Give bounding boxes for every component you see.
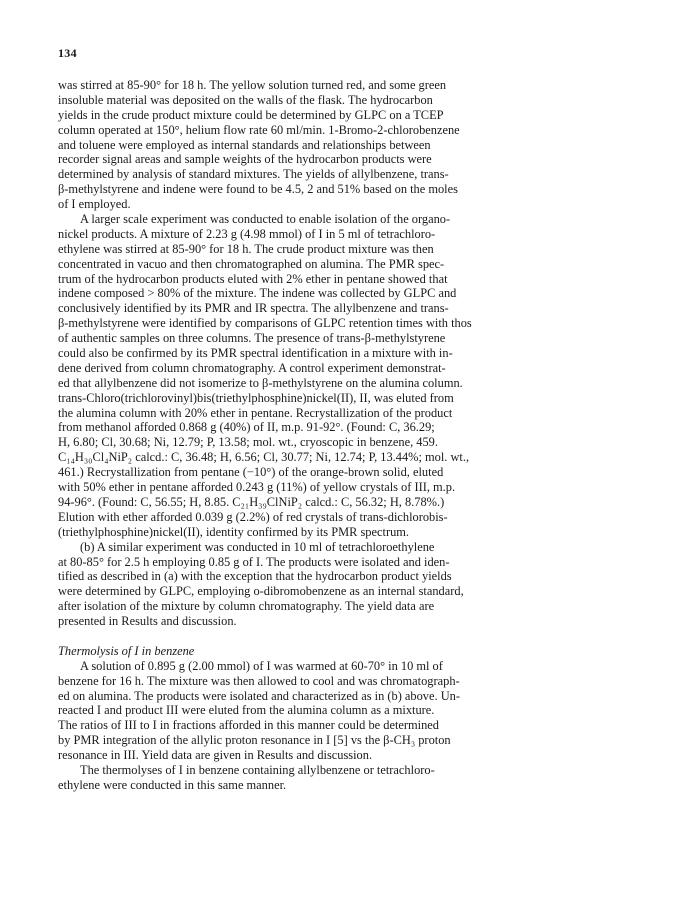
text-line: insoluble material was deposited on the walls of the flask. The hydrocarbon (58, 92, 433, 107)
text-line: and toluene were employed as internal standards and relationships between (58, 137, 431, 152)
text-line: ed on alumina. The products were isolated and characterized as in (b) above. Un- (58, 688, 460, 703)
text-line: The thermolyses of I in benzene containing allylbenzene or tetrachloro- (80, 762, 435, 777)
text-line: of I employed. (58, 197, 131, 212)
text-line: A solution of 0.895 g (2.00 mmol) of I was warmed at 60-70° in 10 ml of (80, 658, 443, 673)
text-line: nickel products. A mixture of 2.23 g (4.98 mmol) of I in 5 ml of tetrachloro- (58, 226, 436, 241)
text-line: H, 6.80; Cl, 30.68; Ni, 12.79; P, 13.58; mol. wt., cryoscopic in benzene, 459. (58, 435, 438, 450)
text-line: indene composed > 80% of the mixture. The indene was collected by GLPC and (58, 286, 457, 301)
text-line: of authentic samples on three columns. The presence of trans-β-methylstyrene (58, 331, 446, 346)
section-heading: Thermolysis of I in benzene (58, 643, 195, 658)
text-line: ed that allylbenzene did not isomerize to β-methylstyrene on the alumina column. (58, 375, 463, 390)
text-line: were determined by GLPC, employing o-dibromobenzene as an internal standard, (58, 584, 464, 599)
paragraph-gap (58, 629, 644, 644)
text-line: by PMR integration of the allylic proton resonance in I [5] vs the β-CH₃ proton (58, 733, 451, 748)
text-line: β-methylstyrene were identified by comparisons of GLPC retention times with thos (58, 316, 472, 331)
text-line: 94-96°. (Found: C, 56.55; H, 8.85. C₂₁H₃₉ClNiP₂ calcd.: C, 56.32; H, 8.78%.) (58, 494, 445, 509)
text-line: column operated at 150°, helium flow rate 60 ml/min. 1-Bromo-2-chlorobenzene (58, 122, 460, 137)
text-line: from methanol afforded 0.868 g (40%) of II, m.p. 91-92°. (Found: C, 36.29; (58, 420, 435, 435)
text-line: Elution with ether afforded 0.039 g (2.2%) of red crystals of trans-dichlorobis- (58, 509, 448, 524)
page-number: 134 (58, 46, 77, 60)
text-line: after isolation of the mixture by column chromatography. The yield data are (58, 599, 435, 614)
text-line: C₁₄H₃₀Cl₄NiP₂ calcd.: C, 36.48; H, 6.56; Cl, 30.77; Ni, 12.74; P, 13.44%; mol. wt., (58, 450, 470, 465)
text-line: could also be confirmed by its PMR spectral identification in a mixture with in- (58, 346, 453, 361)
text-line: at 80-85° for 2.5 h employing 0.85 g of I. The products were isolated and iden- (58, 554, 450, 569)
text-line: reacted I and product III were eluted from the alumina column as a mixture. (58, 703, 435, 718)
text-line: dene derived from column chromatography. A control experiment demonstrat- (58, 360, 446, 375)
text-line: yields in the crude product mixture could be determined by GLPC on a TCEP (58, 107, 444, 122)
text-line: trum of the hydrocarbon products eluted with 2% ether in pentane showed that (58, 271, 448, 286)
text-line: (triethylphosphine)nickel(II), identity confirmed by its PMR spectrum. (58, 524, 409, 539)
text-line: concentrated in vacuo and then chromatographed on alumina. The PMR spec- (58, 256, 445, 271)
text-line: was stirred at 85-90° for 18 h. The yellow solution turned red, and some green (58, 78, 447, 92)
text-line: recorder signal areas and sample weights of the hydrocarbon products were (58, 152, 432, 167)
text-line: resonance in III. Yield data are given in Results and discussion. (58, 748, 373, 763)
text-line: ethylene were conducted in this same manner. (58, 777, 287, 792)
text-line: A larger scale experiment was conducted to enable isolation of the organo- (80, 212, 451, 227)
text-line: conclusively identified by its PMR and IR spectra. The allylbenzene and trans- (58, 301, 449, 316)
text-line: determined by analysis of standard mixtures. The yields of allylbenzene, trans- (58, 167, 449, 182)
text-line: ethylene was stirred at 85-90° for 18 h. The crude product mixture was then (58, 241, 434, 256)
text-line: with 50% ether in pentane afforded 0.243 g (11%) of yellow crystals of III, m.p. (58, 480, 456, 495)
text-line: the alumina column with 20% ether in pentane. Recrystallization of the product (58, 405, 453, 420)
body-text (58, 78, 644, 793)
text-line: The ratios of III to I in fractions afforded in this manner could be determined (58, 718, 439, 733)
text-line: β-methylstyrene and indene were found to be 4.5, 2 and 51% based on the moles (58, 182, 458, 197)
text-line: 461.) Recrystallization from pentane (−10°) of the orange-brown solid, eluted (58, 465, 444, 480)
text-line: (b) A similar experiment was conducted in 10 ml of tetrachloroethylene (80, 539, 435, 554)
text-line: trans-Chloro(trichlorovinyl)bis(triethylphosphine)nickel(II), II, was eluted from (58, 390, 454, 405)
text-line: tified as described in (a) with the exception that the hydrocarbon product yields (58, 569, 452, 584)
text-line: presented in Results and discussion. (58, 614, 237, 629)
text-line: benzene for 16 h. The mixture was then allowed to cool and was chromatograph- (58, 673, 460, 688)
